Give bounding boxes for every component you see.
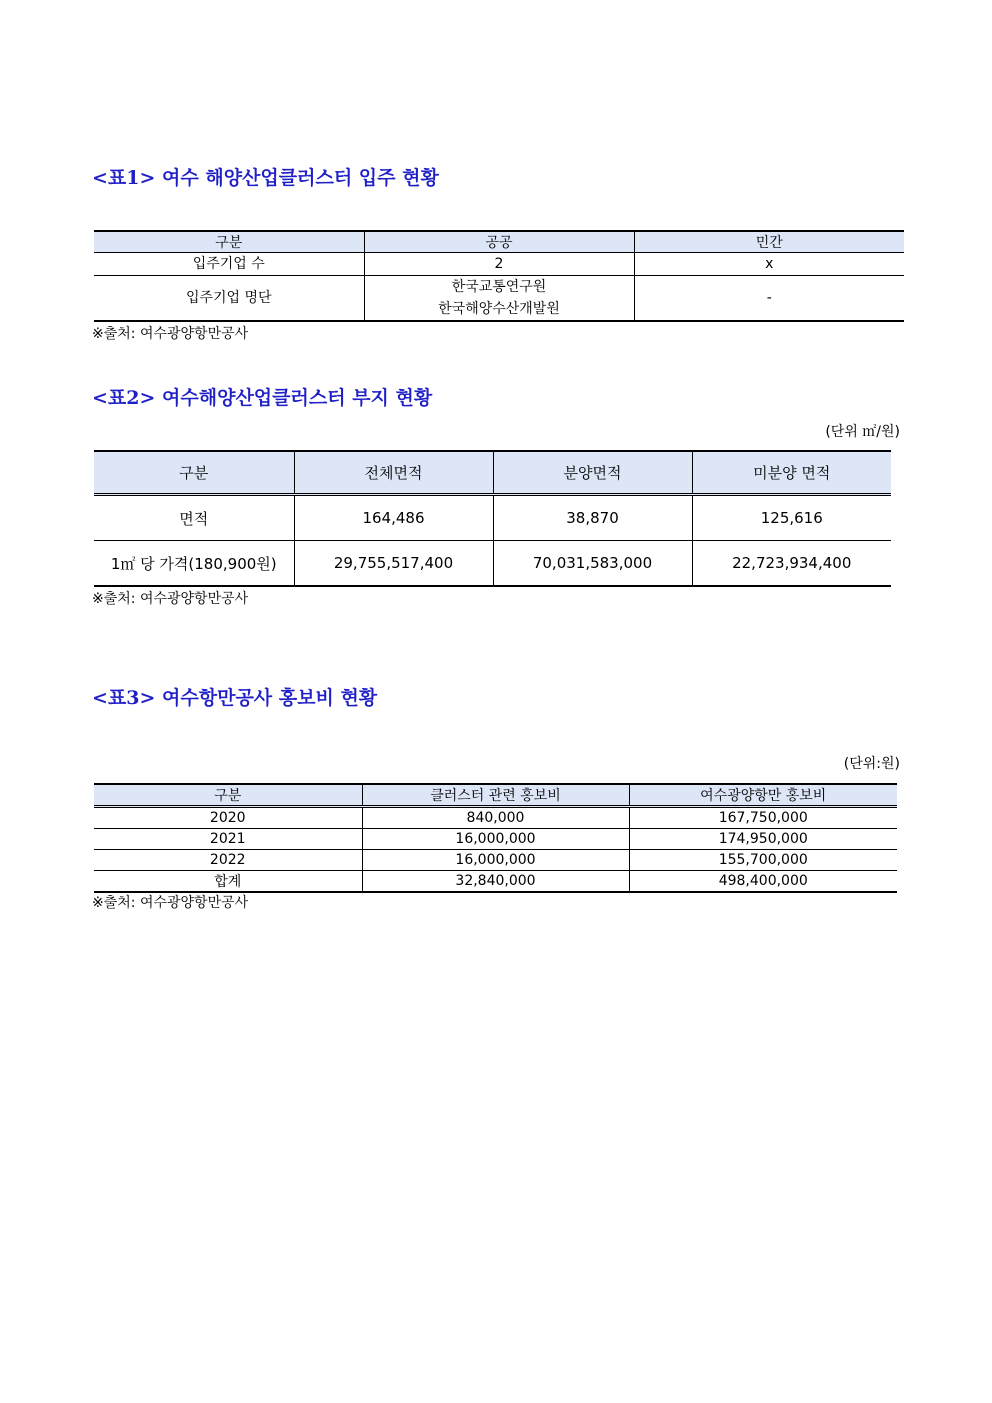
table2-header-row bbox=[94, 451, 891, 495]
table-cell: 32,840,000 bbox=[362, 871, 629, 893]
table-cell: 155,700,000 bbox=[629, 850, 897, 871]
table1 bbox=[94, 230, 904, 322]
table1-header-row bbox=[94, 231, 904, 253]
table2 bbox=[94, 450, 891, 587]
table-cell: 174,950,000 bbox=[629, 829, 897, 850]
table-cell: 38,870 bbox=[493, 495, 692, 541]
table-row bbox=[94, 807, 897, 829]
table3-header-row bbox=[94, 784, 897, 807]
table2-header-category: 구분 bbox=[94, 451, 294, 495]
table3-header-port-pr: 여수광양항만 홍보비 bbox=[629, 784, 897, 807]
table-cell: 2022 bbox=[94, 850, 362, 871]
table-cell: - bbox=[634, 276, 904, 322]
table2-unit: (단위 ㎡/원) bbox=[825, 424, 900, 440]
table1-header-private: 민간 bbox=[634, 231, 904, 253]
table1-header-public: 공공 bbox=[364, 231, 634, 253]
table-row bbox=[94, 871, 897, 893]
table1-source: ※출처: 여수광양항만공사 bbox=[92, 326, 249, 342]
table-cell: 합계 bbox=[94, 871, 362, 893]
table-cell: 29,755,517,400 bbox=[294, 541, 493, 587]
table-cell: x bbox=[634, 253, 904, 276]
table-row bbox=[94, 253, 904, 276]
table-cell: 840,000 bbox=[362, 807, 629, 829]
table-row bbox=[94, 850, 897, 871]
table3-title: <표3> 여수항만공사 홍보비 현황 bbox=[92, 687, 378, 709]
table1-title: <표1> 여수 해양산업클러스터 입주 현황 bbox=[92, 167, 439, 189]
table2-source: ※출처: 여수광양항만공사 bbox=[92, 591, 249, 607]
table1-header-category: 구분 bbox=[94, 231, 364, 253]
table3-source: ※출처: 여수광양항만공사 bbox=[92, 895, 249, 911]
table-row bbox=[94, 541, 891, 587]
table-cell: 2 bbox=[364, 253, 634, 276]
table3-unit: (단위:원) bbox=[843, 756, 900, 772]
table-cell: 입주기업 수 bbox=[94, 253, 364, 276]
table-cell: 입주기업 명단 bbox=[94, 276, 364, 322]
table-row bbox=[94, 495, 891, 541]
table-row bbox=[94, 829, 897, 850]
table-cell: 2020 bbox=[94, 807, 362, 829]
table-cell: 2021 bbox=[94, 829, 362, 850]
table-row bbox=[94, 276, 904, 322]
table3-header-cluster-pr: 클러스터 관련 홍보비 bbox=[362, 784, 629, 807]
table2-title: <표2> 여수해양산업클러스터 부지 현황 bbox=[92, 387, 433, 409]
table-cell: 164,486 bbox=[294, 495, 493, 541]
table2-header-unsold-area: 미분양 면적 bbox=[692, 451, 891, 495]
table-cell: 16,000,000 bbox=[362, 850, 629, 871]
table-cell: 498,400,000 bbox=[629, 871, 897, 893]
table-cell: 70,031,583,000 bbox=[493, 541, 692, 587]
table2-header-sold-area: 분양면적 bbox=[493, 451, 692, 495]
table-cell: 면적 bbox=[94, 495, 294, 541]
table3 bbox=[94, 783, 897, 893]
table3-header-category: 구분 bbox=[94, 784, 362, 807]
table-cell bbox=[364, 276, 634, 322]
company-name: 한국교통연구원 bbox=[451, 279, 547, 295]
company-name: 한국해양수산개발원 bbox=[438, 301, 560, 317]
table-cell: 16,000,000 bbox=[362, 829, 629, 850]
table2-header-total-area: 전체면적 bbox=[294, 451, 493, 495]
table-cell: 125,616 bbox=[692, 495, 891, 541]
table-cell: 1㎡ 당 가격(180,900원) bbox=[94, 541, 294, 587]
table-cell: 167,750,000 bbox=[629, 807, 897, 829]
table-cell: 22,723,934,400 bbox=[692, 541, 891, 587]
